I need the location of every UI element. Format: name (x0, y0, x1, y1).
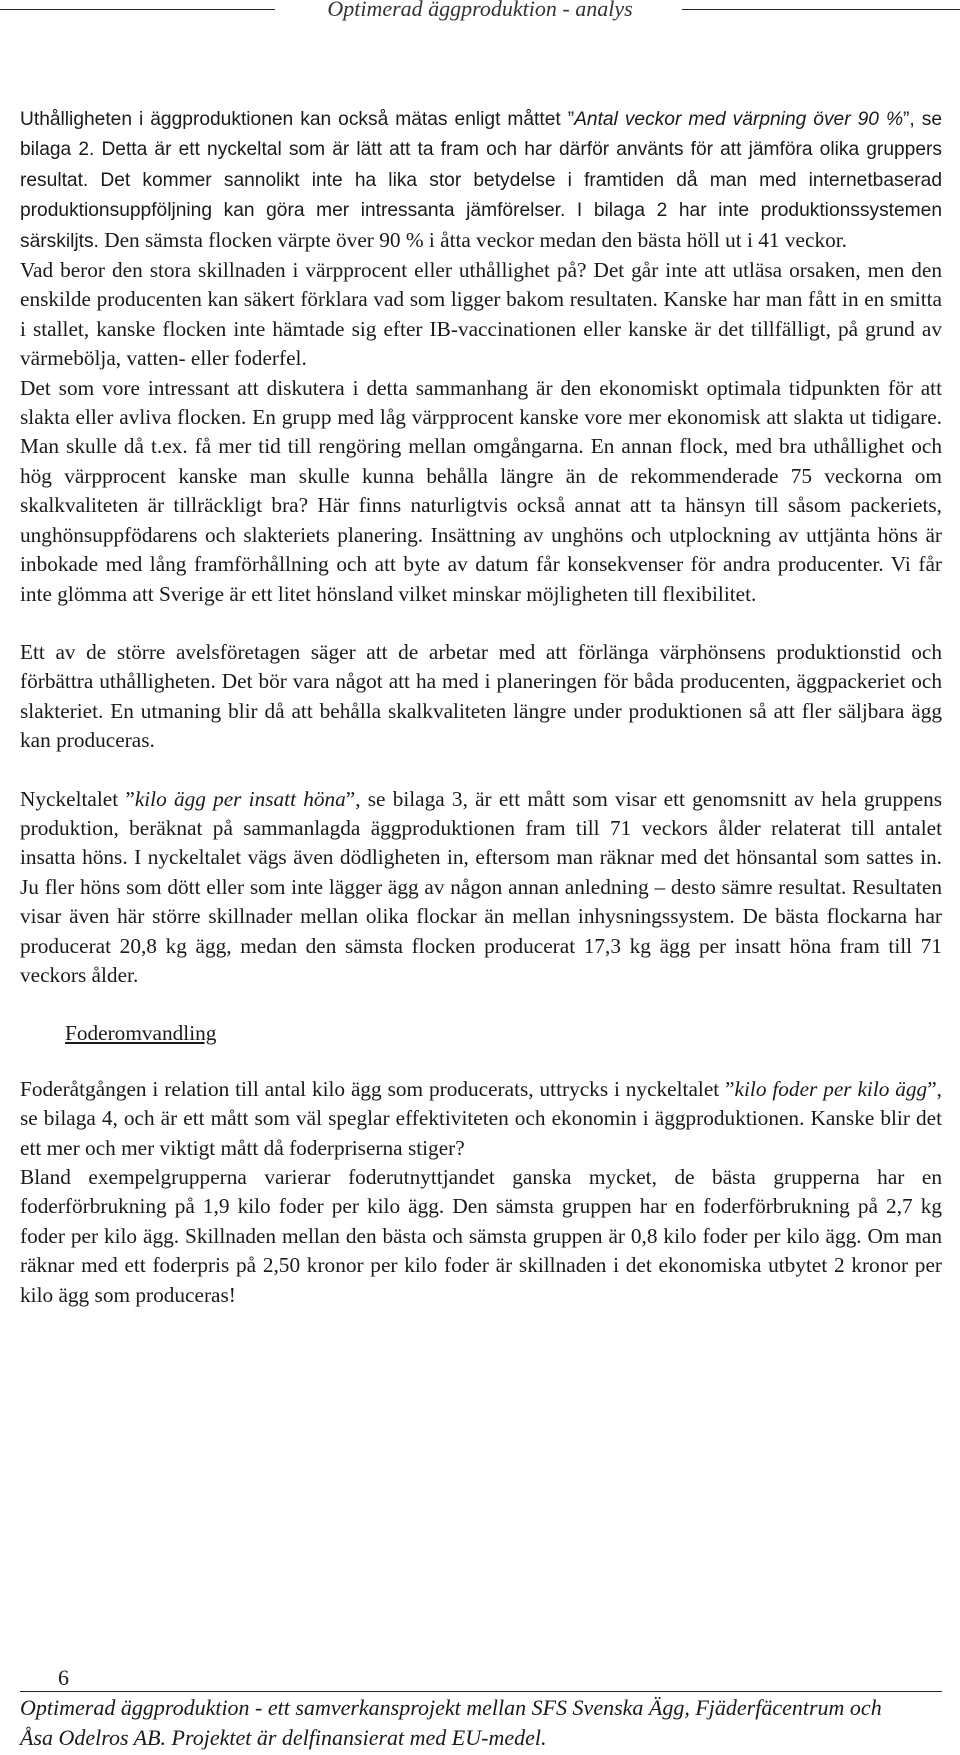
measure-name-emphasis: kilo foder per kilo ägg (734, 1076, 928, 1101)
section-heading-foderomvandling: Foderomvandling (65, 1021, 217, 1046)
paragraph-ekonomiskt-optimal: Det som vore intressant att diskutera i detta sammanhang är den ekonomiskt optimala tidpunkten för att slakta eller avliva flocken. En grupp med låg värpprocent kanske vore mer ekonomisk att slakta ut tidigare. Man skulle då t.ex. få mer tid till rengöring mellan omgångarna. En annan flock, med bra uthållighet och hög värpprocent kanske man skulle kunna behålla längre än de rekommenderade 75 veckorna om skalkvaliteten är tillräckligt bra? Här finns naturligtvis också annat att ta hänsyn till såsom packeriets, unghönsuppfödarens och slakteriets planering. Insättning av unghöns och utplockning av uttjänta höns är inbokade med lång framförhållning och att byte av datum får konsekvenser för andra producenter. Vi får inte glömma att Sverige är ett litet hönsland vilket minskar möjligheten till flexibilitet. (20, 375, 942, 606)
header-rule-left (0, 9, 275, 10)
header-title: Optimerad äggproduktion - analys (327, 0, 633, 21)
text-run: ”, se bilaga 2. Detta är ett nyckeltal som är lätt att ta fram och har därför använts för att jämföra olika gruppers resultat. Det kommer sannolikt inte ha lika stor betydelse i framtiden då man med internetbaserad produktionsuppföljning kan göra mer intressanta jämförelser. I bilaga 2 har inte produktionssystemen särskiljts. (20, 109, 942, 252)
text-run: Uthålligheten i äggproduktionen kan också mätas enligt måttet ” (20, 109, 575, 130)
document-body (20, 104, 942, 1310)
header-rule-right (682, 9, 960, 10)
paragraph-foderutnyttjande: Bland exempelgrupperna varierar foderutnyttjandet ganska mycket, de bästa grupperna har en foderförbrukning på 1,9 kilo foder per kilo ägg. Den sämsta gruppen har en foderförbrukning på 2,7 kg foder per kilo ägg. Skillnaden mellan den bästa och sämsta gruppen är 0,8 kilo foder per kilo ägg. Om man räknar med ett foderpris på 2,50 kronor per kilo foder är skillnaden i det ekonomiska utbytet 2 kronor per kilo ägg som produceras! (20, 1165, 942, 1307)
paragraph-avelsforetag: Ett av de större avelsföretagen säger att de arbetar med att förlänga värphönsens produktionstid och förbättra uthålligheten. Det bör vara något att ha med i planeringen för båda producenten, äggpackeriet och slakteriet. En utmaning blir då att behålla skalkvaliteten längre under produktionen så att fler säljbara ägg kan produceras. (20, 639, 942, 753)
paragraph-gap (20, 609, 942, 638)
paragraph-gap (20, 756, 942, 785)
page-footer (20, 1693, 950, 1753)
measure-name-emphasis: kilo ägg per insatt höna (134, 786, 346, 811)
paragraph-gap (20, 990, 942, 1019)
footer-rule (20, 1691, 942, 1692)
text-run: ”, se bilaga 3, är ett mått som visar ett genomsnitt av hela gruppens produktion, beräknat på sammanlagda äggproduktionen fram till 71 veckors ålder relaterat till antalet insatta höns. I nyckeltalet vägs även dödligheten in, eftersom man räknar med det hönsantal som sattes in. Ju fler höns som dött eller som inte lägger ägg av någon annan anledning – desto sämre resultat. Resultaten visar även här större skillnader mellan olika flockar än mellan inhysningssystem. De bästa flockarna har producerat 20,8 kg ägg, medan den sämsta flocken producerat 17,3 kg ägg per insatt höna fram till 71 veckors ålder. (20, 786, 942, 987)
measure-name-emphasis: Antal veckor med värpning över 90 % (574, 109, 904, 130)
paragraph-foderatgang (20, 1075, 942, 1163)
page-header (0, 0, 960, 26)
footer-line-1: Optimerad äggproduktion - ett samverkansprojekt mellan SFS Svenska Ägg, Fjäderfäcentrum och (20, 1695, 882, 1720)
paragraph-skillnad: Vad beror den stora skillnaden i värpprocent eller uthållighet på? Det går inte att utläsa orsaken, men den enskilde producenten kan säkert förklara vad som ligger bakom resultaten. Kanske har man fått in en smitta i stallet, kanske flocken inte hämtade sig efter IB-vaccinationen eller kanske är det tillfälligt, på grund av värmebölja, vatten- eller foderfel. (20, 258, 942, 371)
text-run: ”, se bilaga 4, och är ett mått som väl speglar effektiviteten och ekonomin i äggproduktionen. Kanske blir det ett mer och mer viktigt mått då foderpriserna stiger? (20, 1076, 942, 1160)
text-run: Den sämsta flocken värpte över 90 % i åtta veckor medan den bästa höll ut i 41 veckor. (98, 227, 847, 252)
paragraph-uthallighet (20, 104, 942, 256)
paragraph-gap (20, 1049, 942, 1075)
footer-line-2: Åsa Odelros AB. Projektet är delfinansierat med EU-medel. (20, 1725, 547, 1750)
page-number: 6 (58, 1665, 69, 1690)
paragraph-kilo-agg (20, 785, 942, 991)
text-run: Nyckeltalet ” (20, 786, 135, 811)
text-run: Foderåtgången i relation till antal kilo ägg som producerats, uttrycks i nyckeltalet ” (20, 1076, 735, 1101)
